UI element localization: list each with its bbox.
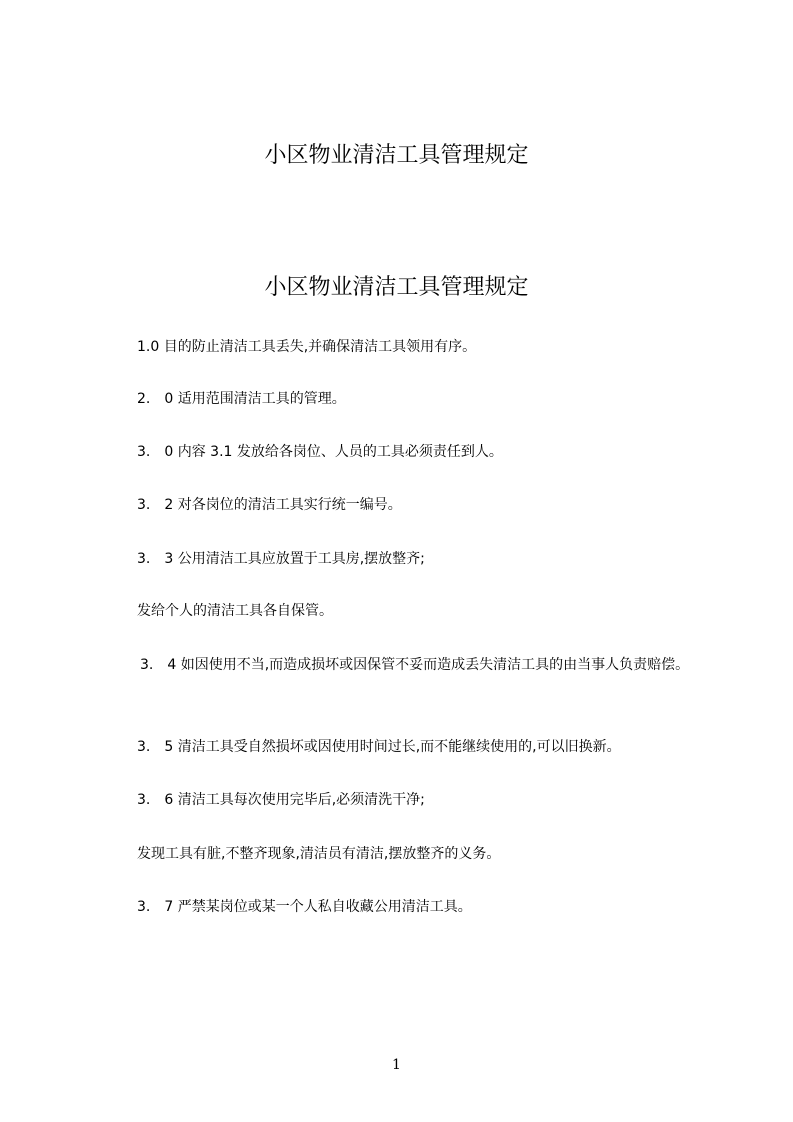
document-title: 小区物业清洁工具管理规定 <box>264 143 529 168</box>
paragraph-5: 3. 3 公用清洁工具应放置于工具房,摆放整齐; <box>137 551 425 567</box>
paragraph-6: 发给个人的清洁工具各自保管。 <box>137 603 333 619</box>
paragraph-9: 3. 6 清洁工具每次使用完毕后,必须清洗干净; <box>137 792 425 808</box>
paragraph-4: 3. 2 对各岗位的清洁工具实行统一编号。 <box>137 497 402 513</box>
paragraph-8: 3. 5 清洁工具受自然损坏或因使用时间过长,而不能继续使用的,可以旧换新。 <box>137 739 621 755</box>
paragraph-1: 1.0 目的防止清洁工具丢失,并确保清洁工具领用有序。 <box>137 339 477 355</box>
section-heading: 小区物业清洁工具管理规定 <box>264 275 529 300</box>
paragraph-2: 2. 0 适用范围清洁工具的管理。 <box>137 391 346 407</box>
paragraph-7: 3. 4 如因使用不当,而造成损坏或因保管不妥而造成丢失清洁工具的由当事人负责赔偿。 <box>140 657 690 673</box>
paragraph-3: 3. 0 内容 3.1 发放给各岗位、人员的工具必须责任到人。 <box>137 444 503 460</box>
paragraph-11: 3. 7 严禁某岗位或某一个人私自收藏公用清洁工具。 <box>137 899 472 915</box>
paragraph-10: 发现工具有脏,不整齐现象,清洁员有清洁,摆放整齐的义务。 <box>137 846 501 862</box>
page-number: 1 <box>392 1057 401 1073</box>
